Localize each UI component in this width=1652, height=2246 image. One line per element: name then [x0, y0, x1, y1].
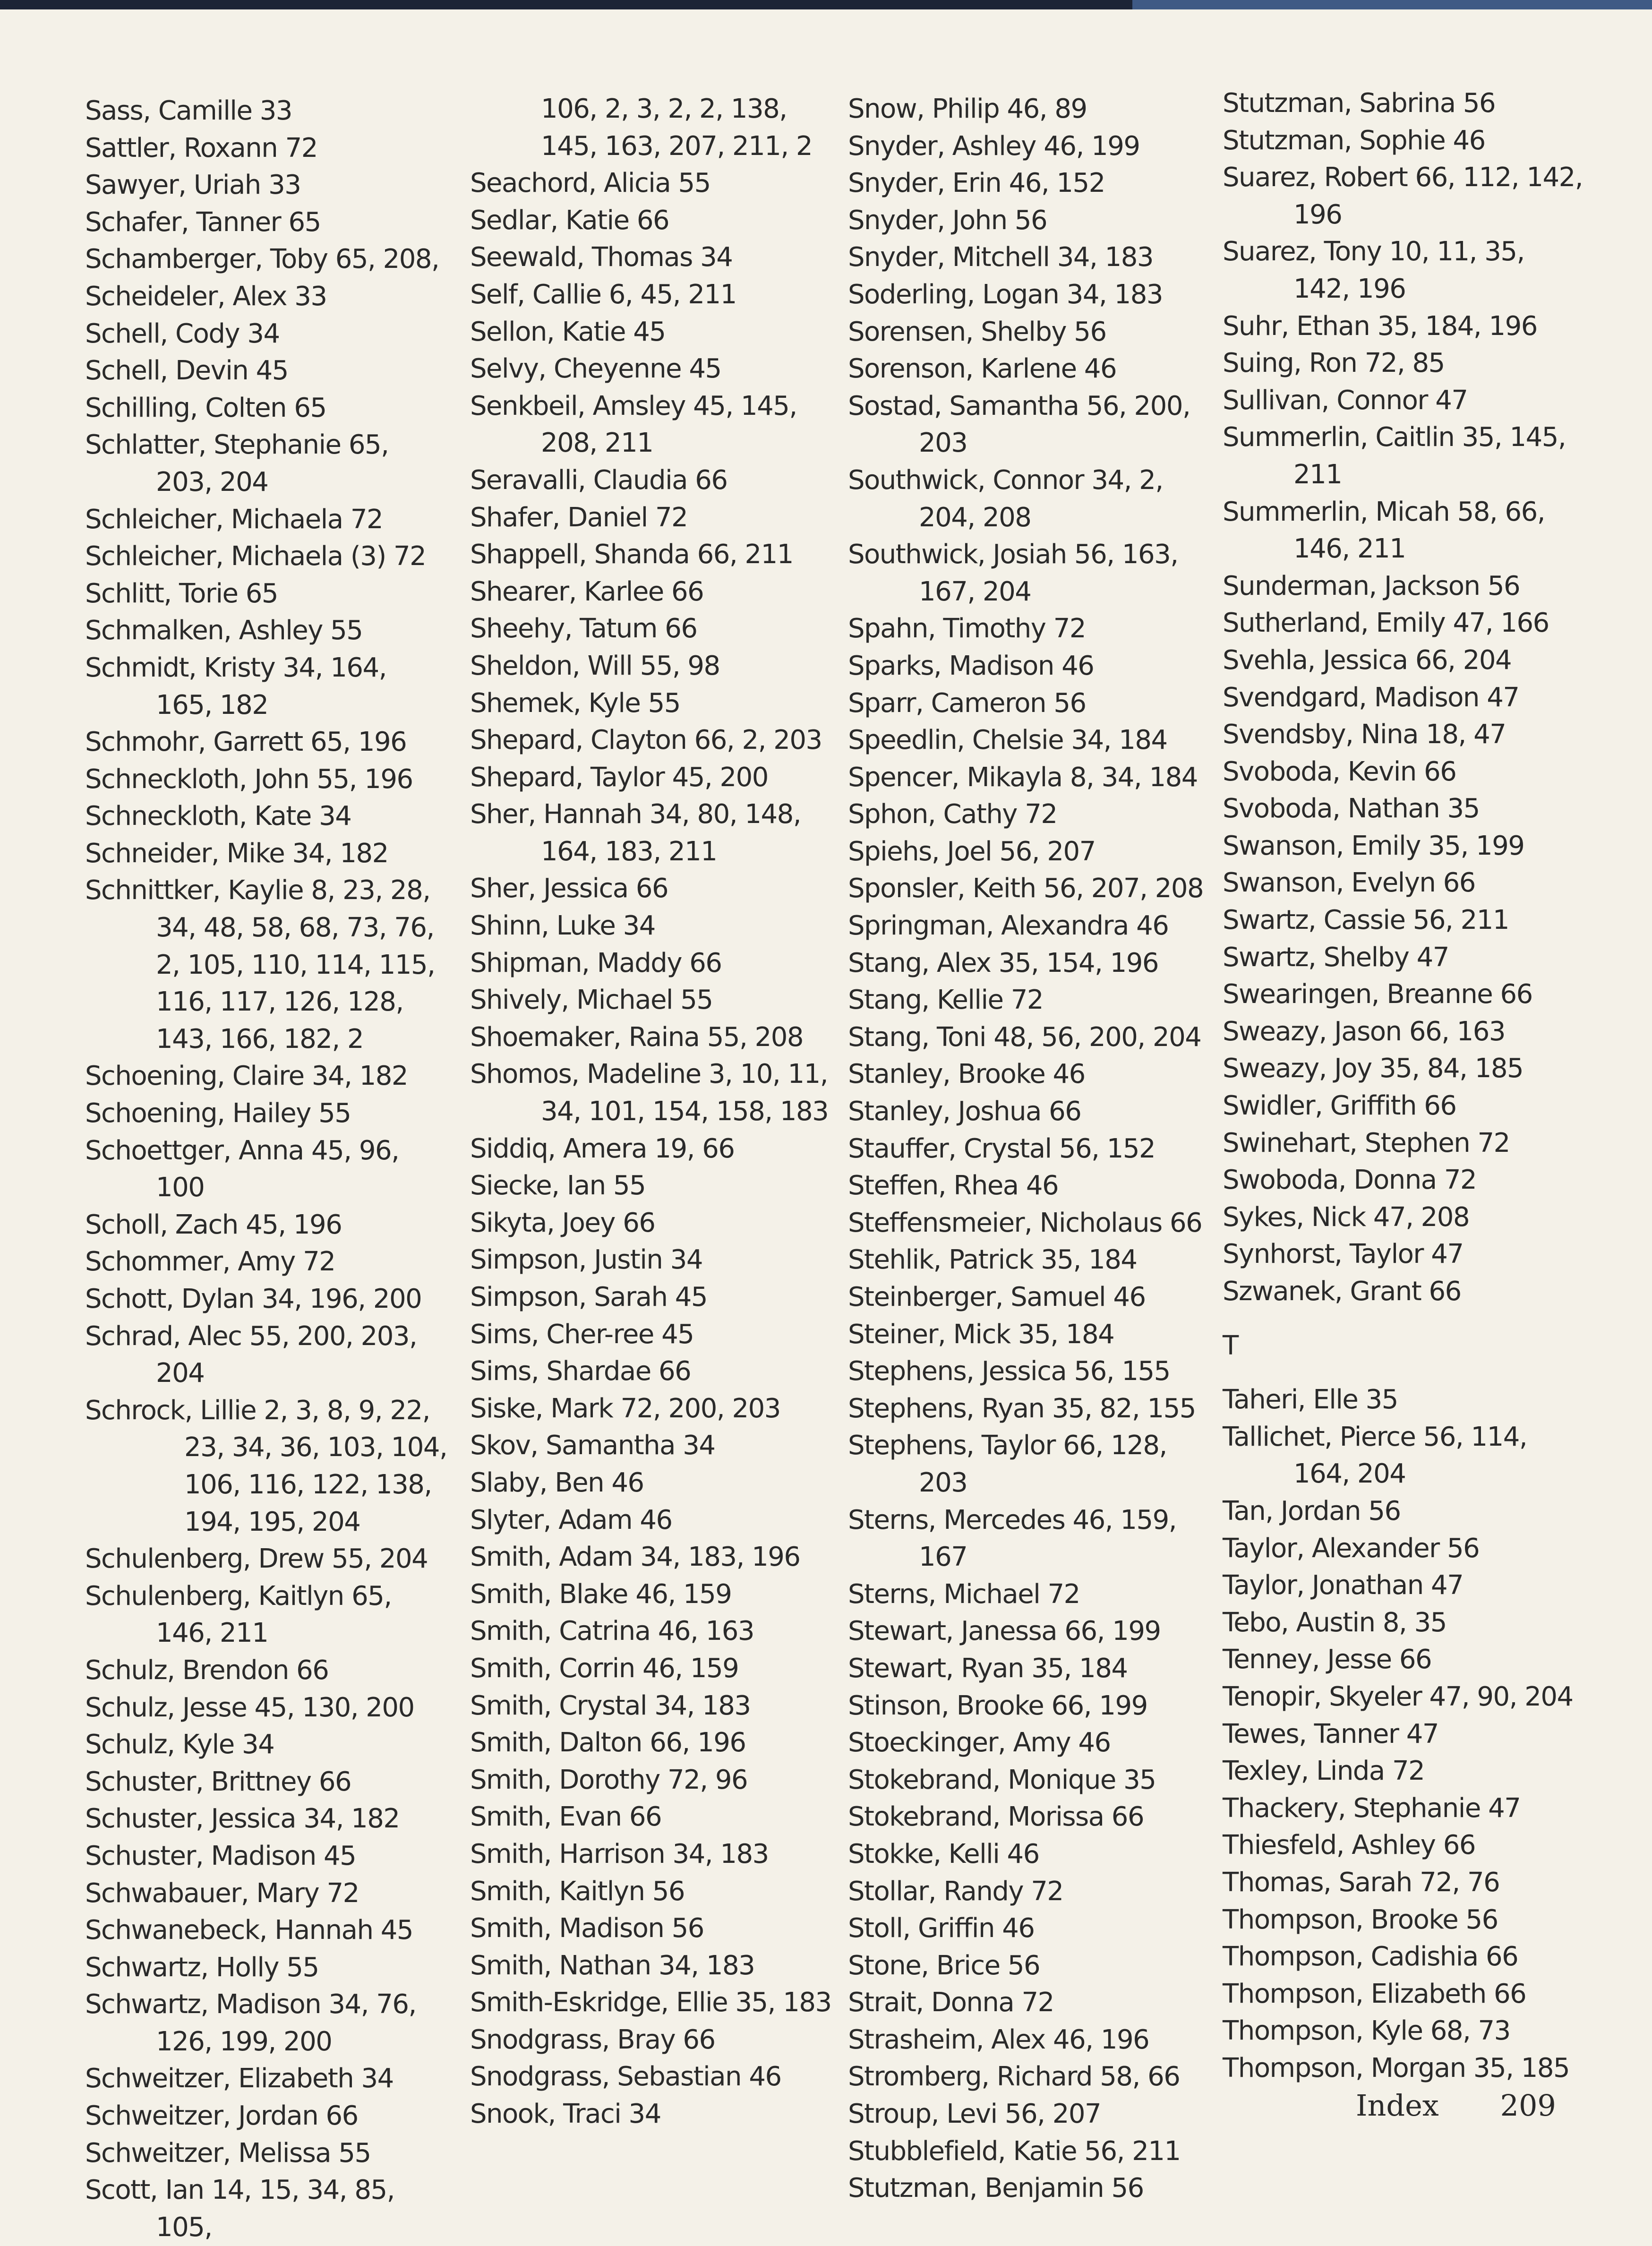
index-entry: Sass, Camille 33	[85, 95, 292, 126]
index-entry: Smith, Dorothy 72, 96	[470, 1764, 748, 1795]
index-entry: Stutzman, Benjamin 56	[848, 2173, 1144, 2204]
index-entry: Snyder, Ashley 46, 199	[848, 130, 1140, 162]
index-entry: Shearer, Karlee 66	[470, 576, 704, 607]
index-entry: Southwick, Josiah 56, 163, 167, 204	[848, 539, 1178, 607]
index-entry: Swidler, Griffith 66	[1223, 1090, 1456, 1122]
index-entry: Swartz, Shelby 47	[1223, 942, 1449, 973]
index-entry: Sims, Cher-ree 45	[470, 1319, 694, 1350]
index-entry: Snodgrass, Bray 66	[470, 2024, 715, 2055]
index-entry: Schulz, Kyle 34	[85, 1729, 274, 1760]
index-entry: Shemek, Kyle 55	[470, 687, 680, 719]
index-entry: Sattler, Roxann 72	[85, 132, 317, 163]
index-entry: Suing, Ron 72, 85	[1223, 348, 1445, 379]
index-entry: Swoboda, Donna 72	[1223, 1165, 1477, 1196]
index-entry: Shappell, Shanda 66, 211	[470, 539, 793, 570]
index-entry: Stokke, Kelli 46	[848, 1838, 1039, 1869]
index-entry: Sedlar, Katie 66	[470, 205, 669, 236]
index-entry: Schell, Devin 45	[85, 355, 288, 386]
index-entry: Spiehs, Joel 56, 207	[848, 836, 1096, 867]
index-entry: Sutherland, Emily 47, 166	[1223, 608, 1549, 639]
index-entry: Schott, Dylan 34, 196, 200	[85, 1284, 422, 1314]
index-entry: Strasheim, Alex 46, 196	[848, 2024, 1149, 2055]
index-entry: Schuster, Madison 45	[85, 1840, 356, 1871]
index-entry: Sikyta, Joey 66	[470, 1207, 655, 1238]
index-entry: Summerlin, Caitlin 35, 145, 211	[1223, 422, 1566, 490]
index-entry: Schilling, Colten 65	[85, 392, 326, 423]
index-entry: Sher, Hannah 34, 80, 148, 164, 183, 211	[470, 799, 801, 867]
index-entry: Tenopir, Skyeler 47, 90, 204	[1223, 1681, 1573, 1712]
index-entry: Stokebrand, Morissa 66	[848, 1801, 1144, 1833]
index-entry: Synhorst, Taylor 47	[1223, 1239, 1464, 1270]
index-entry: Stewart, Ryan 35, 184	[848, 1653, 1128, 1684]
index-entry: Schnittker, Kaylie 8, 23, 28, 34, 48, 58, 68, 73, 76, 2, 105, 110, 114, 115, 116, 117, 126, 128, 143, 166, 182, 2	[85, 875, 435, 1054]
index-entry: Shinn, Luke 34	[470, 910, 655, 942]
index-entry: Schwartz, Holly 55	[85, 1952, 319, 1983]
index-entry: Schoening, Claire 34, 182	[85, 1061, 408, 1092]
index-entry: Thompson, Cadishia 66	[1223, 1941, 1518, 1972]
index-entry: Smith, Evan 66	[470, 1801, 662, 1833]
index-entry: Schrad, Alec 55, 200, 203, 204	[85, 1320, 417, 1389]
index-entry: Schamberger, Toby 65, 208,	[85, 244, 439, 275]
index-entry: Stokebrand, Monique 35	[848, 1764, 1156, 1795]
index-entry: Schneider, Mike 34, 182	[85, 838, 388, 869]
index-entry: Seravalli, Claudia 66	[470, 464, 728, 496]
index-entry: Skov, Samantha 34	[470, 1430, 715, 1461]
index-entry: Smith, Blake 46, 159	[470, 1578, 732, 1610]
index-entry-continuation: 106, 2, 3, 2, 2, 138, 145, 163, 207, 211, 2	[541, 94, 813, 162]
index-entry: Shoemaker, Raina 55, 208	[470, 1021, 804, 1053]
index-entry: Smith-Eskridge, Ellie 35, 183	[470, 1987, 831, 2018]
index-entry: Schafer, Tanner 65	[85, 206, 321, 238]
index-entry: Siecke, Ian 55	[470, 1170, 646, 1201]
index-entry: Smith, Nathan 34, 183	[470, 1950, 755, 1981]
page-number: 209	[1500, 2088, 1556, 2123]
index-entry: Svendgard, Madison 47	[1223, 682, 1519, 713]
index-entry: Sorensen, Shelby 56	[848, 316, 1106, 347]
index-entry: Schleicher, Michaela (3) 72	[85, 541, 426, 572]
index-entry: Schneckloth, Kate 34	[85, 801, 351, 832]
index-entry: Simpson, Sarah 45	[470, 1282, 707, 1312]
index-entry: Shepard, Taylor 45, 200	[470, 762, 768, 793]
index-entry: Steiner, Mick 35, 184	[848, 1319, 1114, 1350]
index-entry: Schommer, Amy 72	[85, 1246, 335, 1277]
index-entry: Slyter, Adam 46	[470, 1504, 672, 1535]
index-entry: Tan, Jordan 56	[1223, 1495, 1401, 1526]
index-entry: Swanson, Evelyn 66	[1223, 867, 1475, 899]
index-entry: Schoettger, Anna 45, 96, 100	[85, 1135, 399, 1203]
index-column-1	[85, 93, 449, 2246]
index-entry: Steffensmeier, Nicholaus 66	[848, 1207, 1202, 1238]
index-entry: Smith, Dalton 66, 196	[470, 1727, 746, 1758]
page-footer	[1356, 2088, 1556, 2123]
index-entry: Schmohr, Garrett 65, 196	[85, 727, 407, 758]
index-entry: Self, Callie 6, 45, 211	[470, 279, 736, 310]
index-entry: Stanley, Brooke 46	[848, 1059, 1085, 1090]
index-entry: Strait, Donna 72	[848, 1987, 1054, 2018]
index-entry: Smith, Madison 56	[470, 1913, 704, 1944]
index-entry: Stang, Toni 48, 56, 200, 204	[848, 1021, 1201, 1053]
index-entry: Schulz, Brendon 66	[85, 1654, 329, 1686]
index-entry: Svoboda, Nathan 35	[1223, 793, 1480, 824]
index-entry: Thompson, Kyle 68, 73	[1223, 2015, 1510, 2047]
index-entry: Svendsby, Nina 18, 47	[1223, 719, 1506, 750]
index-entry: Thackery, Stephanie 47	[1223, 1792, 1521, 1824]
index-entry: Smith, Crystal 34, 183	[470, 1690, 751, 1721]
index-entry: Spencer, Mikayla 8, 34, 184	[848, 762, 1198, 793]
index-entry: Stephens, Jessica 56, 155	[848, 1356, 1170, 1387]
index-entry: Sullivan, Connor 47	[1223, 385, 1468, 416]
index-entry: Thompson, Brooke 56	[1223, 1904, 1498, 1935]
index-entry: Sawyer, Uriah 33	[85, 170, 301, 201]
index-entry: Sweazy, Joy 35, 84, 185	[1223, 1053, 1524, 1084]
index-entry: Schuster, Jessica 34, 182	[85, 1803, 400, 1835]
index-entry: Stang, Kellie 72	[848, 985, 1044, 1016]
index-entry: Sykes, Nick 47, 208	[1223, 1201, 1470, 1233]
index-entry: Smith, Harrison 34, 183	[470, 1838, 769, 1869]
index-entry: Swanson, Emily 35, 199	[1223, 830, 1524, 861]
index-entry: Southwick, Connor 34, 2, 204, 208	[848, 464, 1163, 533]
index-entry: Thompson, Morgan 35, 185	[1223, 2052, 1570, 2083]
index-entry: Schlatter, Stephanie 65, 203, 204	[85, 429, 389, 497]
index-entry: Sheldon, Will 55, 98	[470, 650, 720, 681]
index-entry: Thompson, Elizabeth 66	[1223, 1978, 1526, 2009]
index-column-4	[1223, 85, 1586, 2087]
index-entry: Taheri, Elle 35	[1223, 1384, 1398, 1415]
index-entry: Sher, Jessica 66	[470, 873, 668, 904]
index-entry: Smith, Corrin 46, 159	[470, 1653, 739, 1684]
index-entry: Springman, Alexandra 46	[848, 910, 1169, 942]
index-entry: Scheideler, Alex 33	[85, 281, 327, 312]
index-entry: Schweitzer, Elizabeth 34	[85, 2063, 394, 2094]
index-entry: Thomas, Sarah 72, 76	[1223, 1867, 1500, 1898]
index-entry: Sparr, Cameron 56	[848, 687, 1086, 719]
index-entry: Siddiq, Amera 19, 66	[470, 1133, 735, 1164]
index-entry: Seachord, Alicia 55	[470, 168, 710, 199]
index-entry: Stroup, Levi 56, 207	[848, 2099, 1101, 2130]
index-entry: Steinberger, Samuel 46	[848, 1282, 1146, 1312]
index-entry: Steffen, Rhea 46	[848, 1170, 1059, 1201]
index-entry: Taylor, Alexander 56	[1223, 1533, 1480, 1564]
index-entry: Simpson, Justin 34	[470, 1244, 702, 1276]
index-entry: Schulenberg, Drew 55, 204	[85, 1543, 428, 1575]
index-entry: Schulenberg, Kaitlyn 65, 146, 211	[85, 1580, 392, 1649]
index-entry: Stewart, Janessa 66, 199	[848, 1616, 1161, 1647]
index-entry: Taylor, Jonathan 47	[1223, 1570, 1464, 1601]
index-entry: Sims, Shardae 66	[470, 1356, 691, 1387]
index-entry: Stinson, Brooke 66, 199	[848, 1690, 1147, 1721]
index-entry: Snodgrass, Sebastian 46	[470, 2061, 781, 2092]
index-entry: Stoeckinger, Amy 46	[848, 1727, 1111, 1758]
index-entry: Schweitzer, Melissa 55	[85, 2137, 371, 2169]
index-entry: Sheehy, Tatum 66	[470, 613, 697, 644]
index-entry: Stephens, Taylor 66, 128, 203	[848, 1430, 1167, 1498]
index-entry: Schuster, Brittney 66	[85, 1766, 351, 1797]
index-entry: Sphon, Cathy 72	[848, 799, 1057, 830]
index-entry: Snyder, Mitchell 34, 183	[848, 242, 1154, 273]
index-entry: Stanley, Joshua 66	[848, 1096, 1081, 1127]
index-entry: Shively, Michael 55	[470, 985, 713, 1016]
index-entry: Schmalken, Ashley 55	[85, 615, 363, 646]
index-entry: Snook, Traci 34	[470, 2099, 661, 2130]
index-entry: Schweitzer, Jordan 66	[85, 2100, 358, 2132]
index-column-2	[470, 91, 834, 2133]
index-entry: Schrock, Lillie 2, 3, 8, 9, 22, 23, 34, 36, 103, 104, 106, 116, 122, 138, 194, 195, 204	[85, 1395, 447, 1537]
section-letter-t: T	[1223, 1330, 1238, 1361]
index-entry: Siske, Mark 72, 200, 203	[470, 1393, 780, 1424]
index-entry: Smith, Kaitlyn 56	[470, 1876, 685, 1907]
index-entry: Schlitt, Torie 65	[85, 578, 278, 609]
index-entry: Stephens, Ryan 35, 82, 155	[848, 1393, 1196, 1424]
index-entry: Stehlik, Patrick 35, 184	[848, 1244, 1137, 1276]
index-entry: Sponsler, Keith 56, 207, 208	[848, 873, 1204, 904]
index-entry: Suarez, Tony 10, 11, 35, 142, 196	[1223, 236, 1524, 304]
index-entry: Selvy, Cheyenne 45	[470, 353, 721, 385]
index-entry: Smith, Adam 34, 183, 196	[470, 1542, 800, 1573]
footer-label: Index	[1356, 2088, 1439, 2123]
index-entry: Swearingen, Breanne 66	[1223, 979, 1532, 1010]
index-entry: Suarez, Robert 66, 112, 142, 196	[1223, 162, 1583, 230]
index-entry: Shepard, Clayton 66, 2, 203	[470, 725, 822, 756]
index-entry: Schell, Cody 34	[85, 318, 280, 349]
index-entry: Shafer, Daniel 72	[470, 502, 688, 533]
index-entry: Svehla, Jessica 66, 204	[1223, 644, 1512, 676]
index-entry: Tallichet, Pierce 56, 114, 164, 204	[1223, 1421, 1527, 1490]
index-entry: Szwanek, Grant 66	[1223, 1276, 1461, 1307]
index-entry: Shipman, Maddy 66	[470, 947, 722, 978]
index-entry: Shomos, Madeline 3, 10, 11, 34, 101, 154, 158, 183	[470, 1059, 829, 1127]
index-entry: Sunderman, Jackson 56	[1223, 570, 1520, 601]
index-entry: Svoboda, Kevin 66	[1223, 756, 1456, 787]
index-entry: Tebo, Austin 8, 35	[1223, 1607, 1447, 1638]
index-entry: Speedlin, Chelsie 34, 184	[848, 725, 1167, 756]
index-entry: Texley, Linda 72	[1223, 1756, 1425, 1787]
index-entry: Schulz, Jesse 45, 130, 200	[85, 1692, 414, 1723]
index-entry: Seewald, Thomas 34	[470, 242, 733, 273]
index-entry: Schmidt, Kristy 34, 164, 165, 182	[85, 652, 386, 720]
index-entry: Sorenson, Karlene 46	[848, 353, 1117, 385]
index-entry: Stutzman, Sabrina 56	[1223, 88, 1496, 119]
index-entry: Stromberg, Richard 58, 66	[848, 2061, 1180, 2092]
index-entry: Summerlin, Micah 58, 66, 146, 211	[1223, 496, 1545, 565]
index-entry: Snow, Philip 46, 89	[848, 94, 1087, 124]
index-entry: Swinehart, Stephen 72	[1223, 1127, 1510, 1158]
index-entry: Sterns, Mercedes 46, 159, 167	[848, 1504, 1177, 1573]
index-entry: Slaby, Ben 46	[470, 1467, 644, 1498]
index-entry: Schoening, Hailey 55	[85, 1098, 351, 1129]
index-entry: Soderling, Logan 34, 183	[848, 279, 1163, 310]
index-entry: Scott, Ian 14, 15, 34, 85, 105,	[85, 2175, 394, 2243]
index-entry: Stoll, Griffin 46	[848, 1913, 1035, 1944]
index-entry: Sellon, Katie 45	[470, 316, 666, 347]
index-entry: Tenney, Jesse 66	[1223, 1644, 1432, 1675]
index-entry: Stone, Brice 56	[848, 1950, 1040, 1981]
index-entry: Sterns, Michael 72	[848, 1578, 1080, 1610]
index-entry: Schwartz, Madison 34, 76, 126, 199, 200	[85, 1989, 416, 2057]
index-column-3	[848, 91, 1212, 2207]
index-entry: Senkbeil, Amsley 45, 145, 208, 211	[470, 390, 797, 459]
index-entry: Sparks, Madison 46	[848, 650, 1094, 681]
index-entry: Smith, Catrina 46, 163	[470, 1616, 754, 1647]
index-entry: Scholl, Zach 45, 196	[85, 1209, 342, 1240]
index-entry: Stollar, Randy 72	[848, 1876, 1063, 1907]
index-entry: Swartz, Cassie 56, 211	[1223, 905, 1509, 936]
index-entry: Sweazy, Jason 66, 163	[1223, 1016, 1506, 1047]
index-entry: Schwanebeck, Hannah 45	[85, 1915, 413, 1946]
index-entry: Tewes, Tanner 47	[1223, 1718, 1438, 1749]
index-entry: Spahn, Timothy 72	[848, 613, 1086, 644]
index-entry: Stauffer, Crystal 56, 152	[848, 1133, 1156, 1164]
index-entry: Schwabauer, Mary 72	[85, 1877, 359, 1909]
index-entry: Thiesfeld, Ashley 66	[1223, 1830, 1475, 1861]
index-entry: Stang, Alex 35, 154, 196	[848, 947, 1158, 978]
index-entry: Snyder, John 56	[848, 205, 1047, 236]
index-entry: Stutzman, Sophie 46	[1223, 125, 1485, 156]
index-entry: Schleicher, Michaela 72	[85, 504, 383, 535]
index-entry: Sostad, Samantha 56, 200, 203	[848, 390, 1190, 459]
index-entry: Suhr, Ethan 35, 184, 196	[1223, 310, 1537, 342]
index-entry: Schneckloth, John 55, 196	[85, 763, 413, 795]
index-entry: Snyder, Erin 46, 152	[848, 168, 1105, 199]
index-entry: Stubblefield, Katie 56, 211	[848, 2135, 1181, 2167]
